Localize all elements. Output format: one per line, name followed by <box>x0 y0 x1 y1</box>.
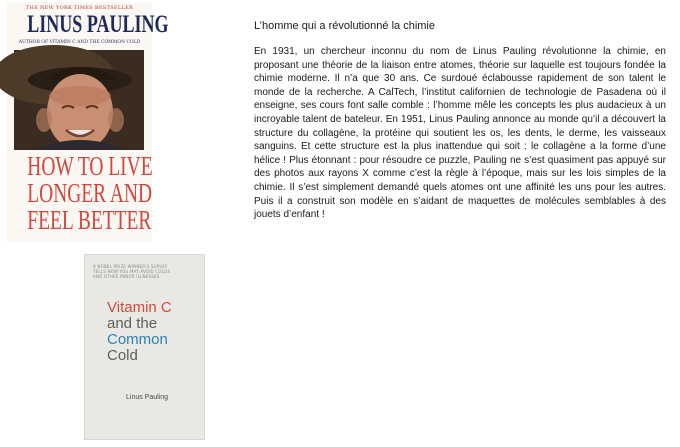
book1-author: LINUS PAULING <box>27 11 169 38</box>
book1-title-line: HOW TO LIVE <box>27 151 153 181</box>
article-heading: L’homme qui a révolutionné la chimie <box>254 20 435 32</box>
book1-title <box>7 153 152 234</box>
book2-title-line: Common <box>107 331 168 348</box>
book2-title <box>107 300 202 364</box>
book2-blurb: A NOBEL PRIZE WINNER'S SURVEY TELLS HOW YOU MAY AVOID COLDS AND OTHER MINOR ILLNESSES <box>93 264 171 279</box>
article-body: En 1931, un chercheur inconnu du nom de Linus Pauling révolutionne la chimie, en proposant une théorie de la liaison entre atomes, théorie sur laquelle est toujours fondée la chimie moderne. Il n’a que 30 ans. Ce surdoué éclabousse rapidement de son talent le monde de la recherche. A CalTech, l’institut californien de technologie de Pasadena où il enseigne, ses cours font salle comble : l’homme mêle les concepts les plus audacieux à un incroyable talent de bateleur. En 1951, Linus Pauling annonce au monde qu’il a découvert la structure du collagène, la protéine qui soutient les os, les dents, le derme, les vaisseaux sanguins. Et cette structure est la plus inattendue qui soit : le collagène a la forme d’une hélice ! Plus étonnant : pour résoudre ce puzzle, Pauling ne s’est quasiment pas appuyé sur des photos aux rayons X comme c’est la règle à l’époque, mais sur les lois simples de la chimie. Il s’est simplement demandé quels atomes ont une affinité les uns pour les autres. Puis il a construit son modèle en s’aidant de maquettes de molécules semblables à des jouets d’enfant ! <box>254 46 666 221</box>
article <box>254 20 666 222</box>
book1-title-line: FEEL BETTER <box>27 205 152 235</box>
book2-author: Linus Pauling <box>126 394 169 401</box>
book-cover-vitamin-c <box>84 254 205 440</box>
book2-title-line: Vitamin C <box>107 299 172 316</box>
book1-banner: THE NEW YORK TIMES BESTSELLER <box>25 5 134 11</box>
author-portrait-photo <box>14 50 144 150</box>
book1-title-line: LONGER AND <box>27 178 153 208</box>
book1-subtitle: AUTHOR OF VITAMIN C AND THE COMMON COLD <box>18 40 141 45</box>
book2-title-line: Cold <box>107 347 138 364</box>
portrait-illustration <box>14 50 144 150</box>
book-cover-how-to-live-longer <box>7 2 169 242</box>
book2-title-line: and the <box>107 315 158 332</box>
